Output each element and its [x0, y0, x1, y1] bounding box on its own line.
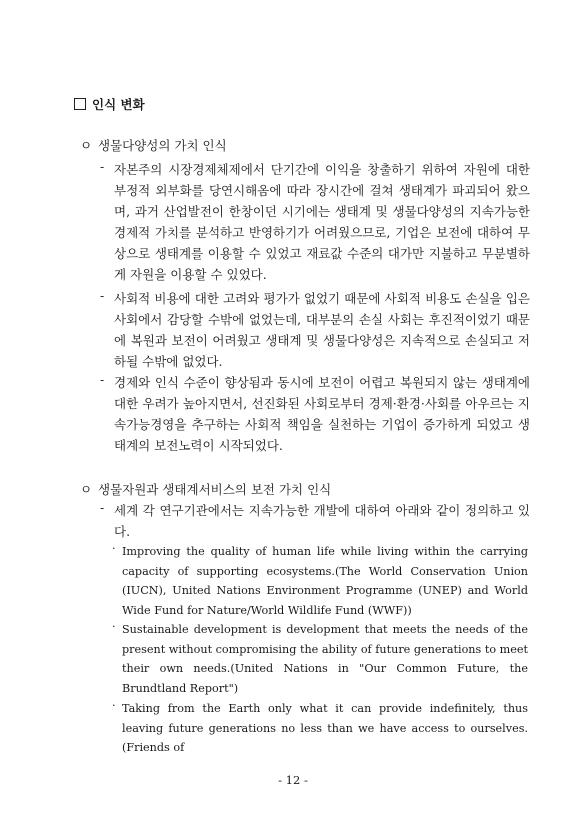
dot-marker: · — [112, 542, 116, 555]
definition-item — [112, 620, 528, 698]
list-item — [100, 500, 530, 542]
bullet-marker: ㅇ — [80, 482, 93, 497]
subheading-text: 생물다양성의 가치 인식 — [98, 138, 227, 153]
definition-text: Sustainable development is development that meets the needs of the present without compromising the ability of future generations to meet their own needs.(United Nations in "Our Common Future, the Brundtland Report") — [122, 623, 528, 695]
definition-text: Taking from the Earth only what it can provide indefinitely, thus leaving future generations no less than we have access to ourselves.(Friends of — [122, 702, 528, 755]
list-item — [100, 159, 530, 285]
subheading-biodiversity-value — [80, 136, 227, 154]
dash-marker: - — [100, 159, 105, 174]
paragraph-text: 자본주의 시장경제체제에서 단기간에 이익을 창출하기 위하여 자원에 대한 부정적 외부화를 당연시해옴에 따라 장시간에 걸쳐 생태계가 파괴되어 왔으며, 과거 산업발전이 한창이던 시기에는 생태계 및 생물다양성의 지속가능한 경제적 가치를 분석하고 반영하기가 어려웠으므로, 기업은 보전에 대하여 무상으로 생태계를 이용할 수 있었고 재료값 수준의 대가만 지불하고 무분별하게 자원을 이용할 수 있었다. — [114, 162, 530, 282]
subheading-text: 생물자원과 생태계서비스의 보전 가치 인식 — [98, 482, 332, 497]
dash-marker: - — [100, 372, 105, 387]
square-outline-icon — [74, 98, 86, 110]
paragraph-text: 세계 각 연구기관에서는 지속가능한 개발에 대하여 아래와 같이 정의하고 있다. — [114, 503, 530, 539]
subheading-conservation-value — [80, 480, 331, 498]
section-title-text: 인식 변화 — [92, 97, 145, 112]
paragraph-text: 경제와 인식 수준이 향상됨과 동시에 보전이 어렵고 복원되지 않는 생태계에 대한 우려가 높아지면서, 선진화된 사회로부터 경제·환경·사회를 아우르는 지속가능경영을 추구하는 사회적 책임을 실천하는 기업이 증가하게 되었고 생태계의 보전노력이 시작되었다. — [114, 375, 530, 453]
section-title — [74, 95, 145, 113]
definition-text: Improving the quality of human life while living within the carrying capacity of supporting ecosystems.(The World Conservation Union (IUCN), United Nations Environment Programme (UNEP) and World Wide Fund for Nature/World Wildlife Fund (WWF)) — [122, 545, 528, 617]
definition-item — [112, 542, 528, 620]
dot-marker: · — [112, 699, 116, 712]
list-item — [100, 372, 530, 456]
definition-item — [112, 699, 528, 758]
bullet-marker: ㅇ — [80, 138, 93, 153]
paragraph-text: 사회적 비용에 대한 고려와 평가가 없었기 때문에 사회적 비용도 손실을 입은 사회에서 감당할 수밖에 없었는데, 대부분의 손실 사회는 후진적이었기 때문에 복원과 보전이 어려웠고 생태계 및 생물다양성은 지속적으로 손실되고 저하될 수밖에 없었다. — [114, 291, 530, 369]
dash-marker: - — [100, 288, 105, 303]
page-number: - 12 - — [278, 773, 308, 787]
list-item — [100, 288, 530, 372]
dot-marker: · — [112, 620, 116, 633]
dash-marker: - — [100, 500, 105, 515]
